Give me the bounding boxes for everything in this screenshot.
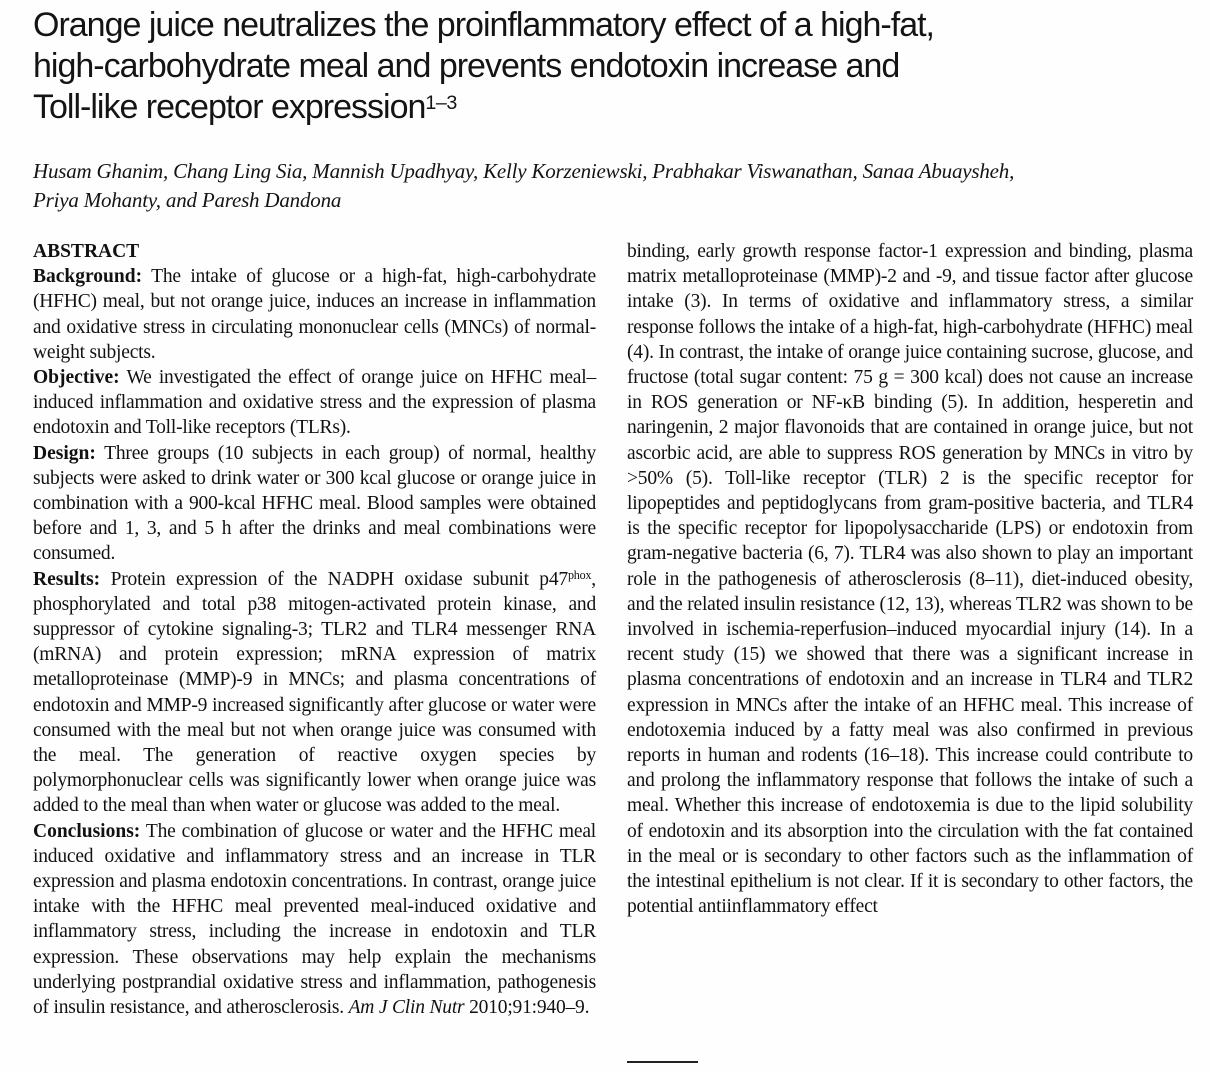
authors-line-1: Husam Ghanim, Chang Ling Sia, Mannish Upadhyay, Kelly Korzeniewski, Prabhakar Viswanathan, Sanaa Abuaysheh, — [33, 159, 1015, 183]
abstract-text-objective: We investigated the effect of orange juice on HFHC meal–induced inflammation and oxidative stress and the expression of plasma endotoxin and Toll-like receptors (TLRs). — [33, 367, 597, 439]
title-line-3 — [33, 87, 1203, 128]
title-line-2: high-carbohydrate meal and prevents endotoxin increase and — [33, 47, 900, 85]
abstract-text-results-a: Protein expression of the NADPH oxidase subunit p47 — [110, 568, 568, 590]
footnote-rule — [627, 1061, 698, 1063]
journal-citation-pages: 2010;91:940–9. — [469, 997, 590, 1019]
abstract-section-results — [33, 567, 596, 819]
abstract-section-design — [33, 441, 596, 567]
abstract-heading: ABSTRACT — [33, 241, 140, 262]
abstract-label-background: Background: — [33, 266, 143, 288]
introduction-column — [627, 239, 1193, 919]
abstract-text-design: Three groups (10 subjects in each group) of normal, healthy subjects were asked to drink water or 300 kcal glucose or orange juice in combination with a 900-kcal HFHC meal. Blood samples were obtained before and 1, 3, and 5 h after the drinks and meal combinations were consumed. — [33, 442, 597, 565]
abstract-text-results-b: , phosphorylated and total p38 mitogen-activated protein kinase, and suppressor of cytokine signaling-3; TLR2 and TLR4 messenger RNA (mRNA) and protein expression; mRNA expression of matrix metalloproteinase (MMP)-9 in MNCs; and plasma concentrations of endotoxin and MMP-9 increased significantly after glucose or water were consumed with the meal but not when orange juice was consumed with the meal. The generation of reactive oxygen species by polymorphonuclear cells was significantly lower when orange juice was added to the meal than when water or glucose was added to the meal. — [33, 568, 596, 817]
abstract-label-conclusions: Conclusions: — [33, 820, 141, 842]
abstract-label-objective: Objective: — [33, 367, 120, 389]
abstract-label-results: Results: — [33, 568, 101, 590]
phox-superscript: phox — [567, 567, 592, 582]
title-footnote-marker: 1–3 — [425, 92, 457, 115]
abstract-section-conclusions — [33, 819, 596, 1021]
abstract-label-design: Design: — [33, 442, 96, 464]
article-title — [33, 5, 1203, 128]
journal-citation: Am J Clin Nutr — [348, 997, 465, 1019]
abstract-section-objective — [33, 365, 596, 441]
abstract-column — [33, 239, 596, 1020]
author-list — [33, 157, 1203, 214]
abstract-text-background: The intake of glucose or a high-fat, high-carbohydrate (HFHC) meal, but not orange juice, induces an increase in inflammation and oxidative stress in circulating mononuclear cells (MNCs) of normal-weight subjects. — [33, 266, 596, 363]
title-line-3-text: Toll-like receptor expression — [33, 88, 426, 126]
title-line-1: Orange juice neutralizes the proinflammatory effect of a high-fat, — [33, 6, 934, 44]
intro-paragraph: binding, early growth response factor-1 expression and binding, plasma matrix metalloproteinase (MMP)-2 and -9, and tissue factor after glucose intake (3). In terms of oxidative and inflammatory stress, a similar response follows the intake of a high-fat, high-carbohydrate (HFHC) meal (4). In contrast, the intake of orange juice containing sucrose, glucose, and fructose (total sugar content: 75 g = 300 kcal) does not cause an increase in ROS generation or NF-κB binding (5). In addition, hesperetin and naringenin, 2 major flavonoids that are contained in orange juice, but not ascorbic acid, are able to suppress ROS generation by MNCs in vitro by >50% (5). Toll-like receptor (TLR) 2 is the specific receptor for lipopeptides and peptidoglycans from gram-positive bacteria, and TLR4 is the specific receptor for lipopolysaccharide (LPS) or endotoxin from gram-negative bacteria (6, 7). TLR4 was also shown to play an important role in the pathogenesis of atherosclerosis (8–11), diet-induced obesity, and the related insulin resistance (12, 13), whereas TLR2 was shown to be involved in ischemia-reperfusion–induced myocardial injury (14). In a recent study (15) we showed that there was a significant increase in plasma concentrations of endotoxin and an increase in TLR4 and TLR2 expression in MNCs after the intake of an HFHC meal. This increase of endotoxemia induced by a fatty meal was also confirmed in previous reports in human and rodents (16–18). This increase could contribute to and prolong the inflammatory response that follows the intake of such a meal. Whether this increase of endotoxemia is due to the lipid solubility of endotoxin and its absorption into the circulation with the fat contained in the meal or is secondary to other factors such as the inflammation of the intestinal epithelium is not clear. If it is secondary to other factors, the potential antiinflammatory effect — [627, 241, 1193, 918]
abstract-text-conclusions: The combination of glucose or water and the HFHC meal induced oxidative and inflammatory stress and an increase in TLR expression and plasma endotoxin concentrations. In contrast, orange juice intake with the HFHC meal prevented meal-induced oxidative and inflammatory stress, including the increase in endotoxin and TLR expression. These observations may help explain the mechanisms underlying postprandial oxidative stress and inflammation, pathogenesis of insulin resistance, and atherosclerosis. — [33, 820, 596, 1019]
authors-line-2: Priya Mohanty, and Paresh Dandona — [33, 187, 342, 212]
abstract-section-background — [33, 264, 596, 365]
